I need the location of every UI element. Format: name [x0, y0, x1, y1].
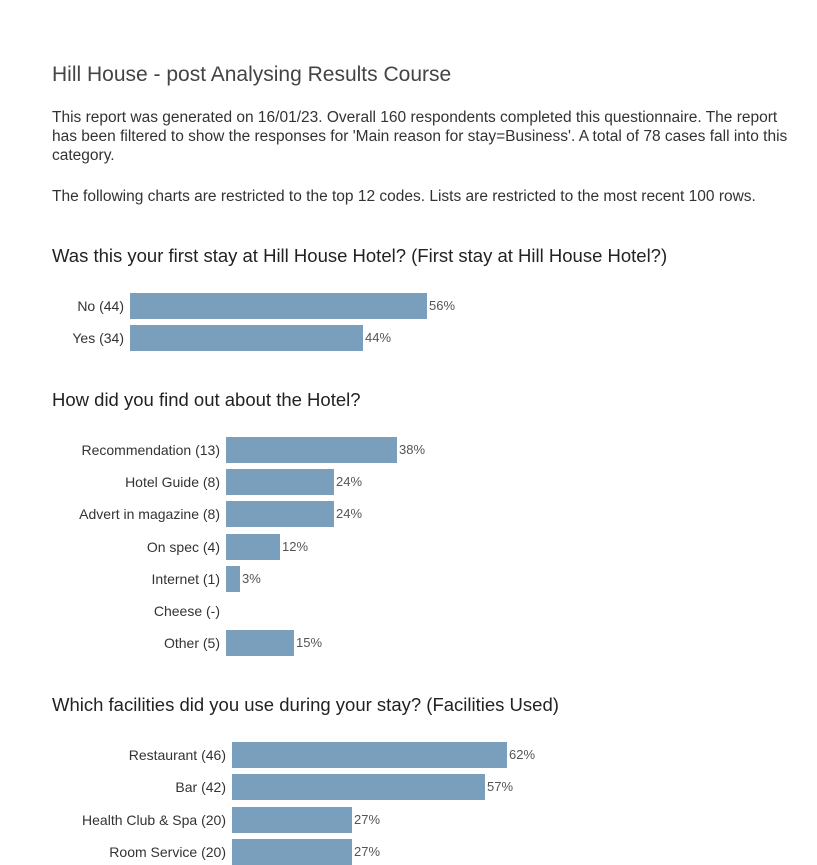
bar-label: Recommendation (13) — [81, 442, 220, 458]
bar-label: Internet (1) — [151, 571, 220, 587]
chart-title-first-stay: Was this your first stay at Hill House Hotel? (First stay at Hill House Hotel?) — [52, 245, 668, 266]
bar-label: Hotel Guide (8) — [125, 474, 220, 490]
bar-label: Cheese (-) — [153, 603, 220, 619]
bar-value-label: 56% — [429, 298, 456, 313]
bar-value-label: 62% — [509, 747, 536, 762]
bar — [232, 742, 507, 768]
bar — [232, 807, 352, 833]
bar-value-label: 57% — [487, 779, 514, 794]
bar-label: On spec (4) — [146, 539, 220, 555]
bar-value-label: 24% — [336, 474, 363, 489]
bar-label: Restaurant (46) — [128, 747, 226, 763]
bar-label: No (44) — [77, 298, 124, 314]
bar-label: Yes (34) — [72, 330, 124, 346]
bar-label: Room Service (20) — [109, 844, 226, 860]
intro-paragraph: This report was generated on 16/01/23. Overall 160 respondents completed this questionnaire. The report has been filtered to show the responses for 'Main reason for stay=Business'. A total of 78 cases fall into this category. — [52, 109, 788, 164]
chart-title-facilities: Which facilities did you use during your stay? (Facilities Used) — [52, 694, 559, 715]
bar-label: Other (5) — [163, 635, 220, 651]
bar-value-label: 15% — [296, 635, 323, 650]
chart-title-find-out: How did you find out about the Hotel? — [52, 389, 361, 410]
bar-value-label: 24% — [336, 506, 363, 521]
bar-value-label: 38% — [399, 442, 426, 457]
bar-value-label: 27% — [354, 812, 381, 827]
bar — [232, 774, 485, 800]
bar-value-label: 27% — [354, 844, 381, 859]
bar-label: Health Club & Spa (20) — [82, 812, 226, 828]
bar-label: Advert in magazine (8) — [79, 506, 220, 522]
filter-note-paragraph: The following charts are restricted to the top 12 codes. Lists are restricted to the most recent 100 rows. — [52, 188, 756, 205]
bar-label: Bar (42) — [175, 779, 226, 795]
bar-value-label: 3% — [242, 571, 261, 586]
bar-value-label: 12% — [282, 539, 309, 554]
bar-value-label: 44% — [365, 330, 392, 345]
bar — [232, 839, 352, 865]
page-title: Hill House - post Analysing Results Course — [52, 63, 452, 86]
